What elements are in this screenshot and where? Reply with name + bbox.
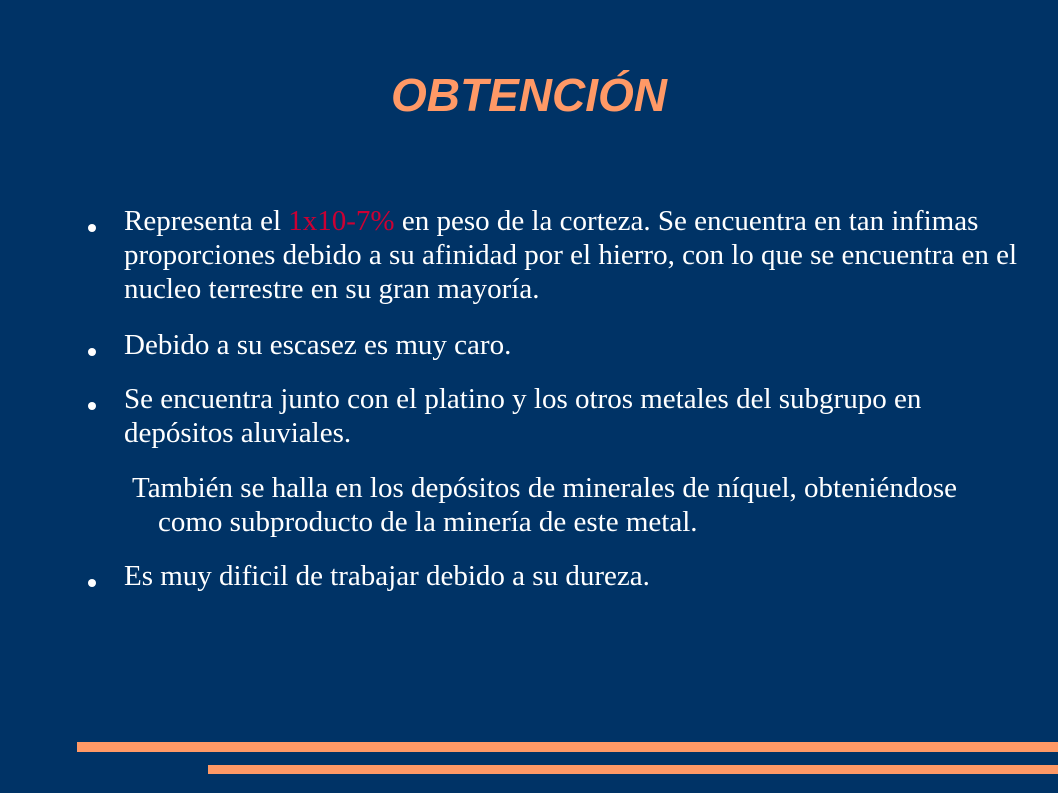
indented-note: También se halla en los depósitos de minerales de níquel, obteniéndose como subproducto de la minería de este metal. — [132, 472, 958, 538]
bullet-item-1 — [88, 204, 1018, 306]
bullet-dot-icon — [88, 579, 96, 587]
bullet-text-after: en peso de la corteza. Se encuentra en tan infimas proporciones debido a su afinidad por el hierro, con lo que se encuentra en el nucleo terrestre en su gran mayoría. — [124, 205, 1018, 305]
bullet-text: Debido a su escasez es muy caro. — [124, 329, 512, 361]
decorative-rule-top — [77, 742, 1058, 752]
bullet-dot-icon — [88, 348, 96, 356]
bullet-item-2 — [88, 328, 1018, 362]
bullet-dot-icon — [88, 402, 96, 410]
bullet-item-3 — [88, 382, 1018, 450]
slide-body — [88, 204, 1018, 593]
slide-title: OBTENCIÓN — [391, 69, 667, 121]
bullet-text-before: Representa el — [124, 205, 289, 237]
bullet-text: Es muy dificil de trabajar debido a su dureza. — [124, 560, 650, 592]
bullet-dot-icon — [88, 224, 96, 232]
highlighted-value: 1x10-7% — [288, 205, 395, 237]
bullet-text: Se encuentra junto con el platino y los otros metales del subgrupo en depósitos aluviales. — [124, 383, 922, 449]
bullet-item-4 — [88, 559, 1018, 593]
decorative-rule-bottom — [208, 765, 1058, 774]
